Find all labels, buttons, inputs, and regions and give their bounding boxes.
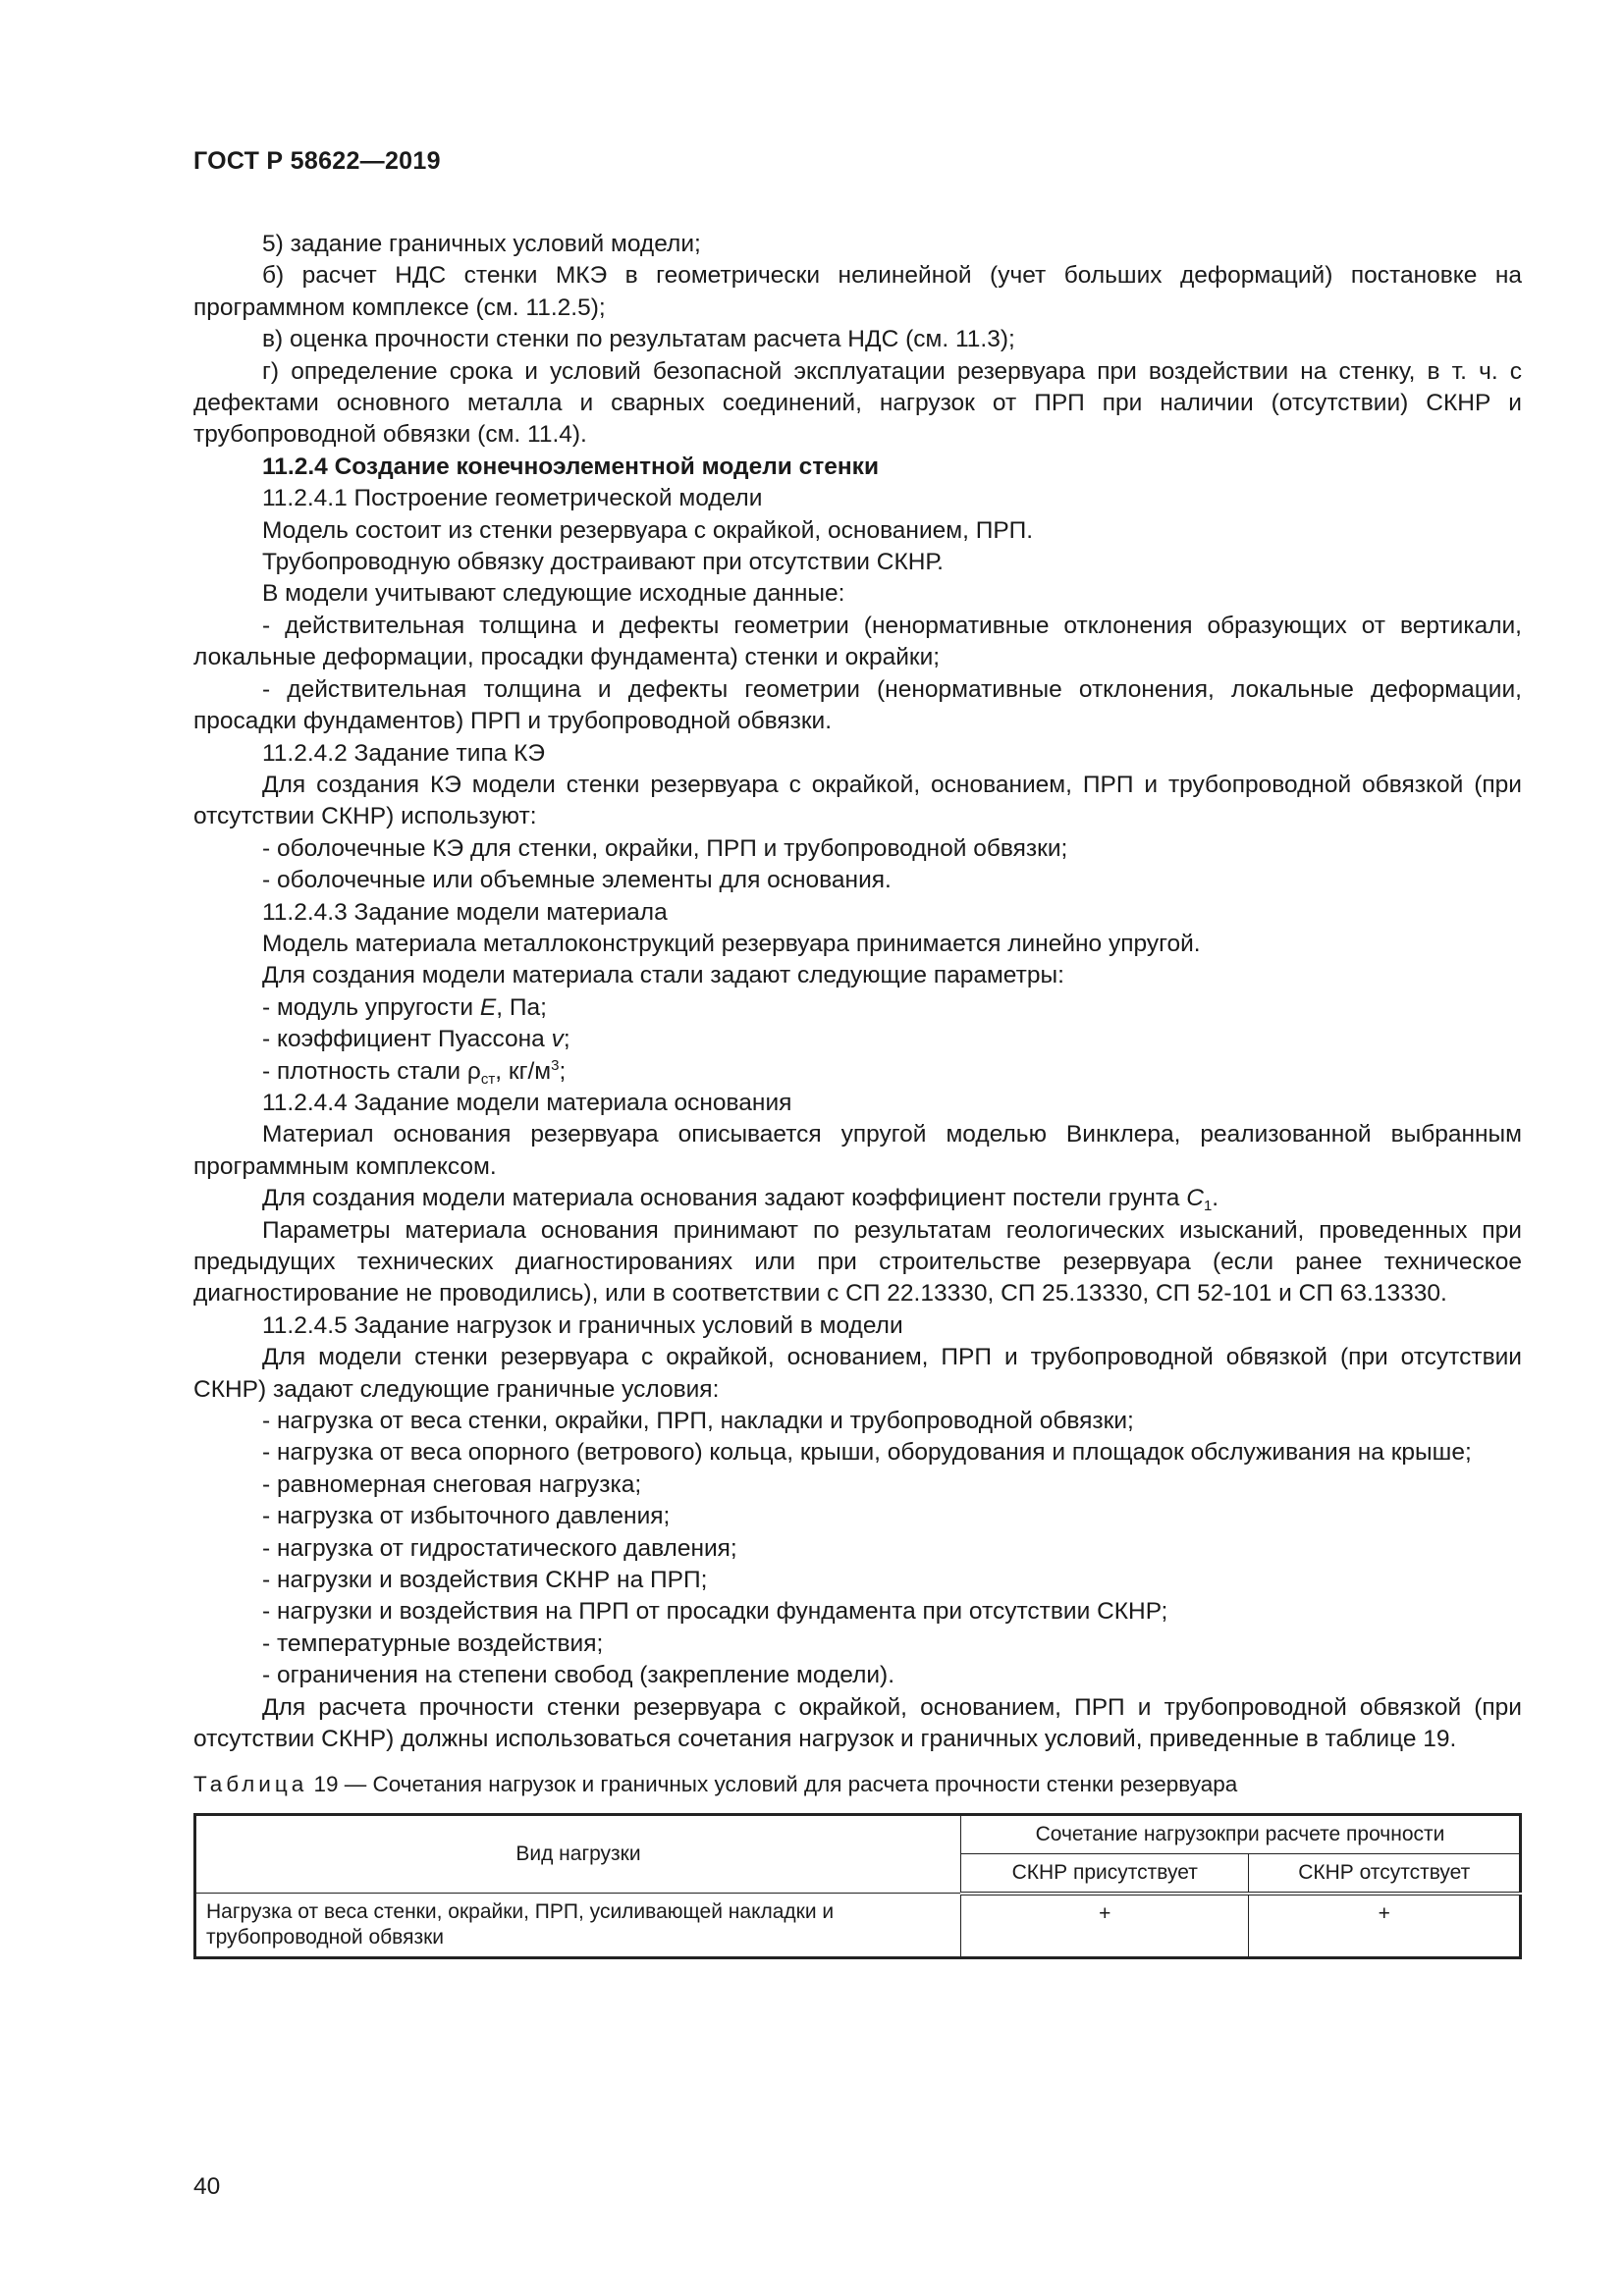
paragraph: Материал основания резервуара описывается упругой моделью Винклера, реализованной выбранным программным комплексом. (193, 1121, 1522, 1180)
loads-table (193, 1813, 1522, 1960)
paragraph: 5) задание граничных условий модели; (262, 231, 701, 257)
list-item: - нагрузки и воздействия СКНР на ПРП; (262, 1567, 708, 1594)
paragraph: Для создания КЭ модели стенки резервуара с окрайкой, основанием, ПРП и трубопроводной обвязкой (при отсутствии СКНР) используют: (193, 771, 1522, 830)
subsection-heading: 11.2.4.4 Задание модели материала основания (262, 1089, 792, 1116)
subsection-heading: 11.2.4.2 Задание типа КЭ (262, 739, 546, 767)
table-header-load: Вид нагрузки (195, 1814, 961, 1894)
paragraph: Модель состоит из стенки резервуара с окрайкой, основанием, ПРП. (262, 516, 1034, 544)
paragraph: Параметры материала основания принимают по результатам геологических изысканий, проведенных при предыдущих технических диагностированиях или при строительстве резервуара (если ранее техническое диагностирование не проводились), или в соответствии с СП 22.13330, СП 25.13330, СП 52-101 и СП 63.13330. (193, 1216, 1522, 1308)
table-header-absent: СКНР отсутствует (1249, 1853, 1521, 1894)
paragraph: Для расчета прочности стенки резервуара с окрайкой, основанием, ПРП и трубопроводной обвязкой (при отсутствии СКНР) должны использоваться сочетания нагрузок и граничных условий, приведенные в таблице 19. (193, 1693, 1522, 1753)
paragraph: В модели учитывают следующие исходные данные: (262, 580, 845, 608)
param-poisson: - коэффициент Пуассона v; (262, 1026, 570, 1053)
table-header-group: Сочетание нагрузокпри расчете прочности (960, 1814, 1520, 1853)
section-heading: 11.2.4 Создание конечноэлементной модели стенки (262, 453, 880, 480)
paragraph: в) оценка прочности стенки по результатам расчета НДС (см. 11.3); (262, 326, 1015, 353)
document-body (193, 229, 1522, 1959)
table-cell-present: + (960, 1894, 1249, 1958)
param-modulus: - модуль упругости E, Па; (262, 993, 547, 1021)
list-item: - нагрузка от гидростатического давления; (262, 1534, 737, 1562)
document-header: ГОСТ Р 58622—2019 (193, 147, 441, 175)
paragraph: г) определение срока и условий безопасной эксплуатации резервуара при воздействии на стенку, в т. ч. с дефектами основного металла и сварных соединений, нагрузок от ПРП при наличии (отсутствии) СКНР и трубопроводной обвязки (см. 11.4). (193, 357, 1522, 449)
paragraph: Для модели стенки резервуара с окрайкой, основанием, ПРП и трубопроводной обвязкой (при отсутствии СКНР) задают следующие граничные условия: (193, 1344, 1522, 1403)
list-item: - нагрузка от веса опорного (ветрового) кольца, крыши, оборудования и площадок обслуживания на крыше; (262, 1439, 1472, 1467)
subsection-heading: 11.2.4.5 Задание нагрузок и граничных условий в модели (262, 1311, 903, 1339)
subsection-heading: 11.2.4.3 Задание модели материала (262, 898, 668, 926)
page-number: 40 (193, 2173, 221, 2200)
list-item: - действительная толщина и дефекты геометрии (ненормативные отклонения образующих от вертикали, локальные деформации, просадки фундамента) стенки и окрайки; (193, 612, 1522, 671)
param-density: - плотность стали $\rho_{ст}$, $кг/м^3$; (262, 1056, 567, 1088)
list-item: - оболочечные или объемные элементы для основания. (262, 867, 892, 894)
table-header-present: СКНР присутствует (960, 1853, 1249, 1894)
paragraph: Для создания модели материала стали задают следующие параметры: (262, 962, 1064, 989)
paragraph: б) расчет НДС стенки МКЭ в геометрически нелинейной (учет больших деформаций) постановке на программном комплексе (см. 11.2.5); (193, 262, 1522, 321)
table-row (195, 1894, 1521, 1958)
list-item: - ограничения на степени свобод (закрепление модели). (262, 1662, 895, 1689)
list-item: - нагрузка от избыточного давления; (262, 1503, 671, 1530)
list-item: - температурные воздействия; (262, 1629, 604, 1657)
winkler-paragraph: Для создания модели материала основания задают коэффициент постели грунта $C_1$. (262, 1185, 1219, 1215)
paragraph: Модель материала металлоконструкций резервуара принимается линейно упругой. (262, 930, 1201, 957)
table-caption: Таблица 19 — Сочетания нагрузок и граничных условий для расчета прочности стенки резервуара (193, 1771, 1238, 1796)
subsection-heading: 11.2.4.1 Построение геометрической модели (262, 485, 763, 512)
paragraph: Трубопроводную обвязку достраивают при отсутствии СКНР. (262, 549, 944, 576)
list-item: - нагрузки и воздействия на ПРП от просадки фундамента при отсутствии СКНР; (262, 1598, 1168, 1626)
table-cell-absent: + (1249, 1894, 1521, 1958)
table-cell-load: Нагрузка от веса стенки, окрайки, ПРП, усиливающей накладки и трубопроводной обвязки (195, 1894, 961, 1958)
list-item: - оболочечные КЭ для стенки, окрайки, ПРП и трубопроводной обвязки; (262, 834, 1068, 862)
list-item: - нагрузка от веса стенки, окрайки, ПРП, накладки и трубопроводной обвязки; (262, 1408, 1134, 1435)
list-item: - действительная толщина и дефекты геометрии (ненормативные отклонения, локальные деформации, просадки фундаментов) ПРП и трубопроводной обвязки. (193, 675, 1522, 735)
list-item: - равномерная снеговая нагрузка; (262, 1470, 642, 1498)
